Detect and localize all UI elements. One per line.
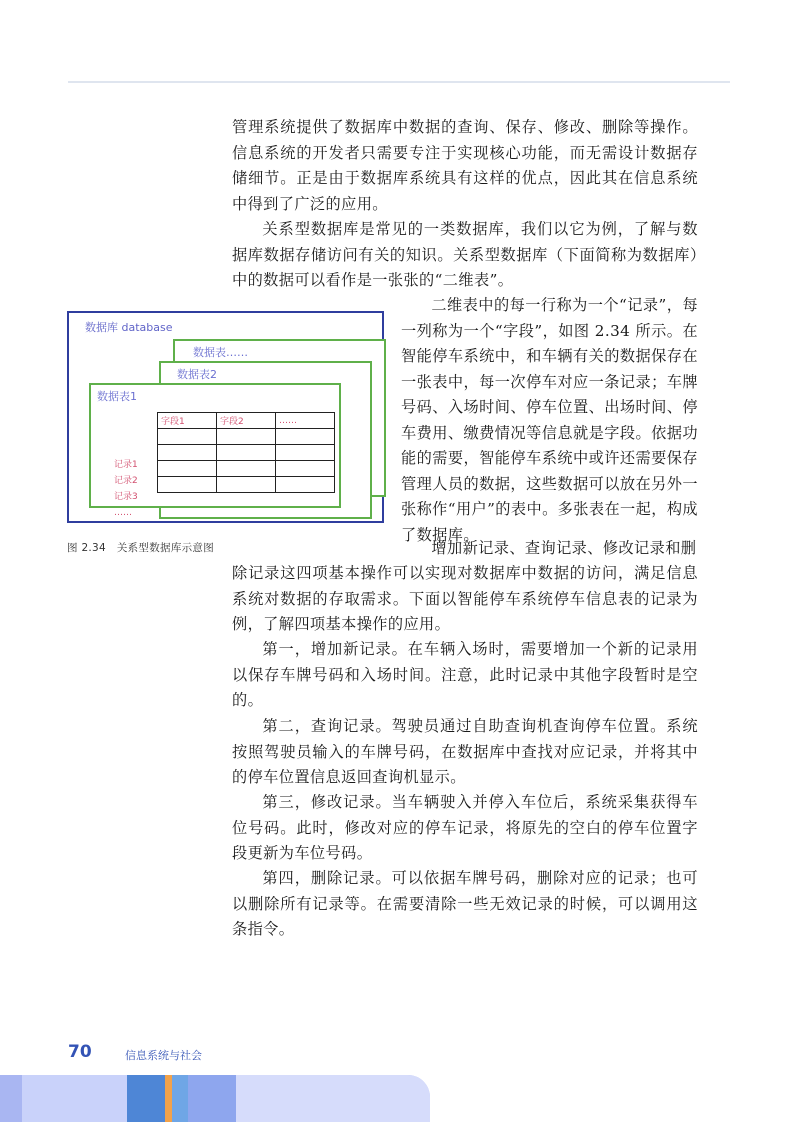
table-row [158, 429, 335, 445]
page-number: 70 [68, 1042, 92, 1062]
record-label: 记录3 [114, 492, 138, 502]
record-label: …… [114, 508, 132, 518]
table-row [158, 445, 335, 461]
table-1-label: 数据表1 [97, 390, 137, 403]
table-3-label: 数据表…… [193, 346, 248, 359]
field-header: 字段2 [217, 413, 276, 429]
paragraph-6: 第二，查询记录。驾驶员通过自助查询机查询停车位置。系统按照驾驶员输入的车牌号码，在数据库中查找对应记录，并将其中的停车位置信息返回查询机显示。 [232, 717, 698, 786]
paragraph-8: 第四，删除记录。可以依据车牌号码，删除对应的记录；也可以删除所有记录等。在需要清除一些无效记录的时候，可以调用这条指令。 [232, 869, 698, 938]
table-2-label: 数据表2 [177, 368, 217, 381]
paragraph-4: 除记录这四项基本操作可以实现对数据库中数据的访问，满足信息系统对数据的存取需求。下面以智能停车系统停车信息表的记录为例，了解四项基本操作的应用。 [232, 564, 698, 633]
figure-caption: 图 2.34 关系型数据库示意图 [67, 542, 215, 554]
paragraph-2: 关系型数据库是常见的一类数据库，我们以它为例，了解与数据库数据存储访问有关的知识。关系型数据库（下面简称为数据库）中的数据可以看作是一张张的“二维表”。 [232, 220, 698, 289]
record-label: 记录1 [114, 460, 138, 470]
record-label: 记录2 [114, 476, 138, 486]
header-row [158, 413, 335, 429]
footer-color-band [0, 1075, 430, 1122]
database-label: 数据库 database [85, 321, 173, 334]
header-rule [68, 81, 730, 83]
paragraph-3: 二维表中的每一行称为一个“记录”，每一列称为一个“字段”，如图 2.34 所示。在智能停车系统中，和车辆有关的数据保存在一张表中，每一次停车对应一条记录；车牌号码、入场时间、停车位置、出场时间、停车费用、缴费情况等信息就是字段。依据功能的需要，智能停车系统中或许还需要保存管理人员的数据，这些数据可以放在另外一张称作“用户”的表中。多张表在一起，构成了数据库。 [401, 296, 698, 544]
paragraph-1: 管理系统提供了数据库中数据的查询、保存、修改、删除等操作。信息系统的开发者只需要专注于实现核心功能，而无需设计数据存储细节。正是由于数据库系统具有这样的优点，因此其在信息系统中得到了广泛的应用。 [232, 118, 698, 213]
field-header: 字段1 [158, 413, 217, 429]
table-sheet-1 [89, 383, 341, 518]
paragraph-7: 第三，修改记录。当车辆驶入并停入车位后，系统采集获得车位号码。此时，修改对应的停车记录，将原先的空白的停车位置字段更新为车位号码。 [232, 793, 698, 862]
field-header: …… [276, 413, 335, 429]
table-row [158, 461, 335, 477]
table-row [158, 477, 335, 493]
database-diagram [67, 311, 384, 523]
record-grid [157, 412, 335, 493]
record-labels [114, 457, 138, 521]
book-title: 信息系统与社会 [125, 1049, 202, 1062]
paragraph-5: 第一，增加新记录。在车辆入场时，需要增加一个新的记录用以保存车牌号码和入场时间。注意，此时记录中其他字段暂时是空的。 [232, 640, 698, 709]
paragraph-4-start: 增加新记录、查询记录、修改记录和删 [431, 539, 697, 557]
